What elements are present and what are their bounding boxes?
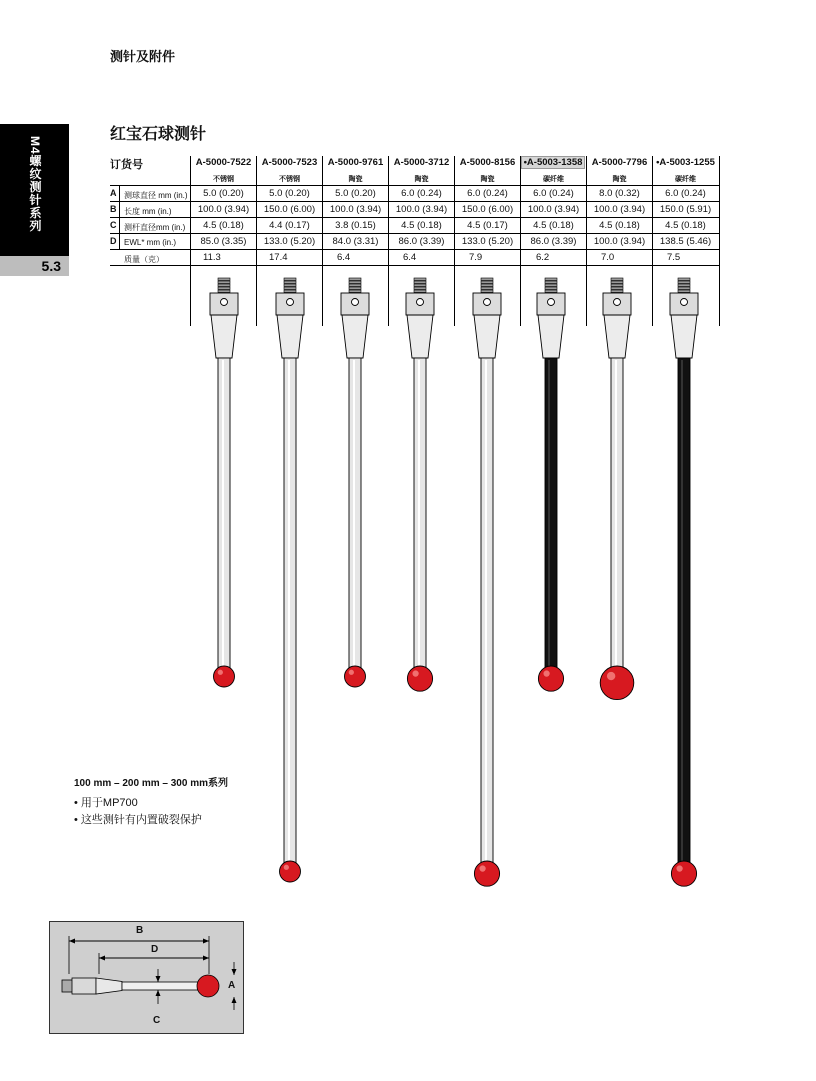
material: 碳纤维 <box>675 176 696 183</box>
thread-ridge <box>284 281 296 283</box>
thread-ridge <box>611 290 623 292</box>
ruby-ball-highlight <box>676 865 682 871</box>
row-letter-b: B <box>110 204 117 214</box>
stylus-taper <box>604 315 630 358</box>
stylus-body-hole <box>681 299 688 306</box>
thread-ridge <box>481 287 493 289</box>
ruby-ball-highlight <box>412 670 418 676</box>
thread-ridge <box>481 284 493 286</box>
dimension-label-c: C <box>153 1015 161 1026</box>
row-label-mass: 质量（克） <box>124 255 164 264</box>
stylus-body-hole <box>548 299 555 306</box>
ruby-ball <box>538 666 563 691</box>
stem-diameter: 4.5 (0.18) <box>599 220 640 231</box>
thread-ridge <box>414 284 426 286</box>
thread-ridge <box>678 287 690 289</box>
ewl: 133.0 (5.20) <box>263 236 316 247</box>
part-number: A-5000-8156 <box>459 157 516 168</box>
thread-ridge <box>611 284 623 286</box>
thread-ridge <box>611 278 623 280</box>
thread-ridge <box>611 287 623 289</box>
ewl: 84.0 (3.31) <box>332 236 379 247</box>
ewl: 86.0 (3.39) <box>530 236 577 247</box>
thread-ridge <box>545 278 557 280</box>
side-tab-label: M4螺纹测针系列 <box>28 136 42 233</box>
thread-ridge <box>611 281 623 283</box>
stylus-taper <box>407 315 433 358</box>
stylus-taper <box>671 315 697 358</box>
ruby-ball-highlight <box>349 670 354 675</box>
row-letter-a: A <box>110 188 117 198</box>
ball-diameter: 5.0 (0.20) <box>269 188 310 199</box>
material: 不锈钢 <box>279 176 300 183</box>
part-number: A-5000-7523 <box>261 157 318 168</box>
length: 150.0 (5.91) <box>659 204 712 215</box>
dimension-drawing <box>50 922 243 1033</box>
stylus-body-hole <box>417 299 424 306</box>
stem-diameter: 3.8 (0.15) <box>335 220 376 231</box>
stylus-body-hole <box>484 299 491 306</box>
thread-ridge <box>414 290 426 292</box>
thread-ridge <box>349 290 361 292</box>
row-letter-d: D <box>110 236 117 246</box>
thread-ridge <box>284 290 296 292</box>
stylus-taper <box>538 315 564 358</box>
length: 100.0 (3.94) <box>527 204 580 215</box>
ruby-ball <box>600 666 634 700</box>
mass: 6.2 <box>536 252 550 263</box>
ewl: 138.5 (5.46) <box>659 236 712 247</box>
mass: 6.4 <box>337 252 351 263</box>
thread-ridge <box>414 278 426 280</box>
ewl: 86.0 (3.39) <box>398 236 445 247</box>
ruby-ball-highlight <box>607 672 615 680</box>
length: 150.0 (6.00) <box>263 204 316 215</box>
ball-diameter: 6.0 (0.24) <box>665 188 706 199</box>
thread-ridge <box>284 278 296 280</box>
mass: 7.5 <box>667 252 681 263</box>
row-label-stem: 测杆直径mm (in.) <box>124 223 186 232</box>
stylus-stem <box>678 358 690 863</box>
ball-diameter: 6.0 (0.24) <box>401 188 442 199</box>
thread-ridge <box>349 287 361 289</box>
mass: 7.0 <box>601 252 615 263</box>
section-number: 5.3 <box>41 258 61 274</box>
material: 陶瓷 <box>612 176 627 183</box>
dimension-diagram <box>49 921 244 1034</box>
length: 100.0 (3.94) <box>593 204 646 215</box>
length: 100.0 (3.94) <box>395 204 448 215</box>
thread-ridge <box>678 278 690 280</box>
thread-ridge <box>218 278 230 280</box>
dimension-label-d: D <box>151 944 159 955</box>
ewl: 133.0 (5.20) <box>461 236 514 247</box>
length: 150.0 (6.00) <box>461 204 514 215</box>
ruby-ball <box>474 861 499 886</box>
thread-ridge <box>545 284 557 286</box>
mass: 11.3 <box>203 252 221 263</box>
row-label-length: 长度 mm (in.) <box>124 207 172 216</box>
thread-ridge <box>218 281 230 283</box>
part-number: •A-5003-1255 <box>656 157 715 168</box>
stem-diameter: 4.5 (0.17) <box>467 220 508 231</box>
stem-diameter: 4.5 (0.18) <box>203 220 244 231</box>
part-number: A-5000-7522 <box>195 157 252 168</box>
thread-ridge <box>218 284 230 286</box>
ruby-ball <box>407 666 432 691</box>
mass: 6.4 <box>403 252 417 263</box>
stem-diameter: 4.5 (0.18) <box>533 220 574 231</box>
part-number: A-5000-9761 <box>327 157 384 168</box>
stylus-taper <box>211 315 237 358</box>
ruby-ball-highlight <box>543 670 549 676</box>
row-label-ball: 测球直径 mm (in.) <box>124 191 188 200</box>
stem-diameter: 4.5 (0.18) <box>665 220 706 231</box>
thread-ridge <box>218 287 230 289</box>
ball-diameter: 6.0 (0.24) <box>533 188 574 199</box>
ruby-ball <box>214 666 235 687</box>
material: 不锈钢 <box>213 176 234 183</box>
stem-diameter: 4.4 (0.17) <box>269 220 310 231</box>
row-letter-c: C <box>110 220 117 230</box>
order-number-label: 订货号 <box>110 159 143 171</box>
series-title: 100 mm – 200 mm – 300 mm系列 <box>74 778 228 789</box>
ball-diameter: 6.0 (0.24) <box>467 188 508 199</box>
thread-ridge <box>481 281 493 283</box>
mass: 17.4 <box>269 252 288 263</box>
stylus-taper <box>474 315 500 358</box>
thread-ridge <box>678 284 690 286</box>
stylus-body-hole <box>352 299 359 306</box>
thread-ridge <box>349 284 361 286</box>
material: 陶瓷 <box>348 176 363 183</box>
ruby-ball-highlight <box>284 865 289 870</box>
part-number: A-5000-3712 <box>393 157 450 168</box>
stylus-taper <box>277 315 303 358</box>
mass: 7.9 <box>469 252 483 263</box>
ruby-ball-highlight <box>218 670 223 675</box>
stylus-body-hole <box>221 299 228 306</box>
thread-ridge <box>545 287 557 289</box>
thread-ridge <box>678 290 690 292</box>
stylus-body-hole <box>287 299 294 306</box>
thread-ridge <box>349 281 361 283</box>
material: 陶瓷 <box>480 176 495 183</box>
material: 碳纤维 <box>543 176 564 183</box>
ball-diameter: 5.0 (0.20) <box>335 188 376 199</box>
thread-ridge <box>349 278 361 280</box>
section-title: 红宝石球测针 <box>110 126 207 143</box>
ruby-ball <box>280 861 301 882</box>
ruby-ball-highlight <box>479 865 485 871</box>
thread-ridge <box>545 290 557 292</box>
stylus-body-hole <box>614 299 621 306</box>
part-number: A-5000-7796 <box>591 157 648 168</box>
thread-ridge <box>284 284 296 286</box>
length: 100.0 (3.94) <box>329 204 382 215</box>
length: 100.0 (3.94) <box>197 204 250 215</box>
thread-ridge <box>481 290 493 292</box>
dimension-label-b: B <box>136 925 144 936</box>
thread-ridge <box>545 281 557 283</box>
thread-ridge <box>218 290 230 292</box>
page-header-title: 测针及附件 <box>110 49 176 64</box>
ewl: 85.0 (3.35) <box>200 236 247 247</box>
row-label-ewl: EWL* mm (in.) <box>124 238 176 247</box>
stylus-taper <box>342 315 368 358</box>
ruby-ball <box>671 861 696 886</box>
bullet-mp700: • 用于MP700 <box>74 797 138 809</box>
thread-ridge <box>481 278 493 280</box>
thread-ridge <box>414 287 426 289</box>
part-number: •A-5003-1358 <box>521 156 585 169</box>
thread-ridge <box>414 281 426 283</box>
thread-ridge <box>678 281 690 283</box>
dimension-label-a: A <box>228 980 236 991</box>
ruby-ball <box>345 666 366 687</box>
ball-diameter: 5.0 (0.20) <box>203 188 244 199</box>
bullet-breakage-protection: • 这些测针有内置破裂保护 <box>74 814 202 826</box>
thread-ridge <box>284 287 296 289</box>
ewl: 100.0 (3.94) <box>593 236 646 247</box>
ball-diameter: 8.0 (0.32) <box>599 188 640 199</box>
stylus-stem <box>545 358 557 668</box>
material: 陶瓷 <box>414 176 429 183</box>
stem-diameter: 4.5 (0.18) <box>401 220 442 231</box>
